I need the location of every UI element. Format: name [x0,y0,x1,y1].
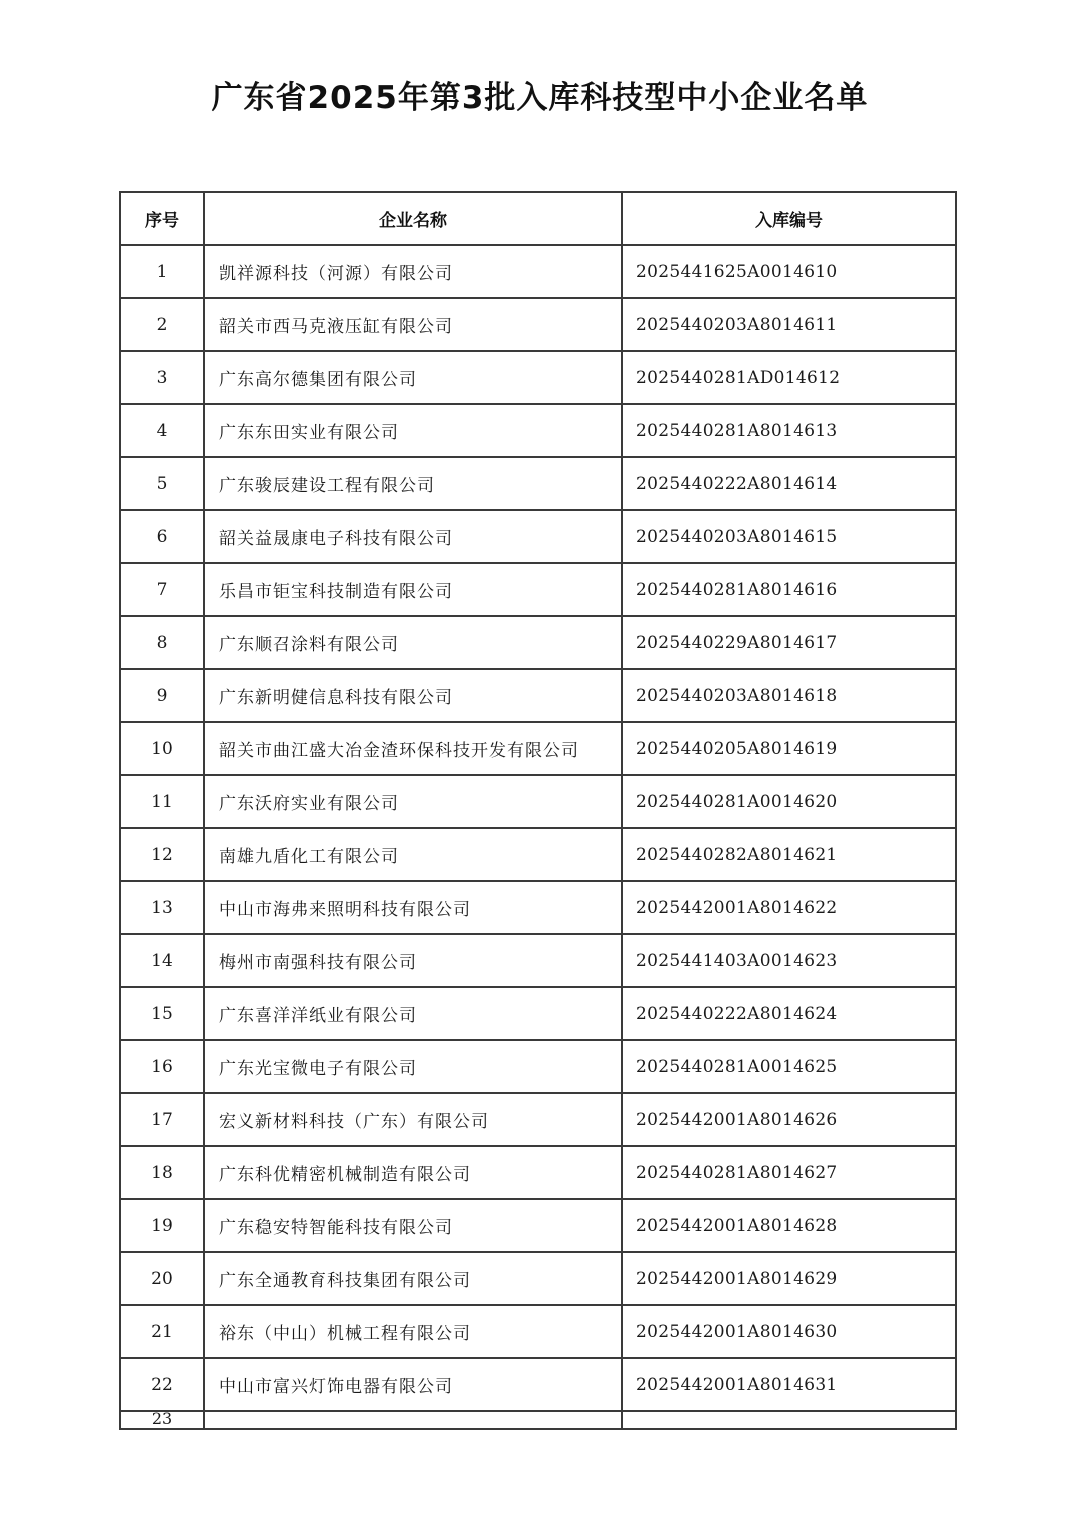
page-title: 广东省2025年第3批入库科技型中小企业名单 [211,80,869,116]
serial-number-cell: 15 [120,987,204,1040]
registration-code-cell: 2025440222A8014624 [622,987,956,1040]
company-name-cell: 裕东（中山）机械工程有限公司 [204,1305,622,1358]
table-row [120,1305,956,1358]
registration-code-cell: 2025442001A8014628 [622,1199,956,1252]
table-row [120,616,956,669]
company-name-cell: 广东科优精密机械制造有限公司 [204,1146,622,1199]
registration-code-cell: 2025440281A0014620 [622,775,956,828]
table-row-partial [120,1411,956,1429]
company-name-cell: 乐昌市钜宝科技制造有限公司 [204,563,622,616]
company-name-cell: 广东沃府实业有限公司 [204,775,622,828]
registration-code-cell: 2025442001A8014629 [622,1252,956,1305]
table-row [120,1040,956,1093]
registration-code-cell: 2025441625A0014610 [622,245,956,298]
header-registration-code: 入库编号 [622,192,956,245]
serial-number-cell: 3 [120,351,204,404]
registration-code-cell [622,1411,956,1429]
table-row [120,881,956,934]
company-name-cell: 凯祥源科技（河源）有限公司 [204,245,622,298]
table-row [120,245,956,298]
company-name-cell: 宏义新材料科技（广东）有限公司 [204,1093,622,1146]
registration-code-cell: 2025442001A8014622 [622,881,956,934]
serial-number-cell: 7 [120,563,204,616]
registration-code-cell: 2025440203A8014615 [622,510,956,563]
serial-number-cell: 6 [120,510,204,563]
serial-number-cell: 21 [120,1305,204,1358]
serial-number-cell: 20 [120,1252,204,1305]
table-row [120,457,956,510]
table-header-row [120,192,956,245]
serial-number-cell: 11 [120,775,204,828]
registration-code-cell: 2025440203A8014611 [622,298,956,351]
serial-number-cell: 9 [120,669,204,722]
registration-code-cell: 2025440281AD014612 [622,351,956,404]
header-serial-number: 序号 [120,192,204,245]
company-name-cell: 中山市海弗来照明科技有限公司 [204,881,622,934]
table-body [120,245,956,1429]
registration-code-cell: 2025440281A0014625 [622,1040,956,1093]
registration-code-cell: 2025442001A8014626 [622,1093,956,1146]
table-row [120,828,956,881]
serial-number-cell: 10 [120,722,204,775]
serial-number-cell: 8 [120,616,204,669]
registration-code-cell: 2025442001A8014631 [622,1358,956,1411]
serial-number-cell: 13 [120,881,204,934]
company-name-cell: 韶关市曲江盛大冶金渣环保科技开发有限公司 [204,722,622,775]
company-name-cell: 广东东田实业有限公司 [204,404,622,457]
registration-code-cell: 2025441403A0014623 [622,934,956,987]
serial-number-cell: 18 [120,1146,204,1199]
header-company-name: 企业名称 [204,192,622,245]
registration-code-cell: 2025440281A8014616 [622,563,956,616]
company-list-table [119,191,957,1430]
company-name-cell: 南雄九盾化工有限公司 [204,828,622,881]
company-name-cell: 广东喜洋洋纸业有限公司 [204,987,622,1040]
registration-code-cell: 2025440203A8014618 [622,669,956,722]
registration-code-cell: 2025440222A8014614 [622,457,956,510]
serial-number-cell: 19 [120,1199,204,1252]
serial-number-cell: 23 [120,1411,204,1429]
company-name-cell: 广东骏辰建设工程有限公司 [204,457,622,510]
company-name-cell: 广东稳安特智能科技有限公司 [204,1199,622,1252]
serial-number-cell: 2 [120,298,204,351]
table-row [120,1252,956,1305]
table-row [120,987,956,1040]
company-name-cell: 梅州市南强科技有限公司 [204,934,622,987]
table-row [120,722,956,775]
registration-code-cell: 2025440205A8014619 [622,722,956,775]
table-row [120,1358,956,1411]
serial-number-cell: 1 [120,245,204,298]
table-row [120,298,956,351]
serial-number-cell: 4 [120,404,204,457]
company-name-cell [204,1411,622,1429]
company-name-cell: 广东光宝微电子有限公司 [204,1040,622,1093]
serial-number-cell: 12 [120,828,204,881]
registration-code-cell: 2025440281A8014613 [622,404,956,457]
serial-number-cell: 5 [120,457,204,510]
serial-number-cell: 17 [120,1093,204,1146]
table-row [120,1093,956,1146]
table-row [120,510,956,563]
table-row [120,669,956,722]
table-row [120,934,956,987]
company-name-cell: 广东全通教育科技集团有限公司 [204,1252,622,1305]
table-row [120,404,956,457]
serial-number-cell: 16 [120,1040,204,1093]
company-name-cell: 中山市富兴灯饰电器有限公司 [204,1358,622,1411]
company-name-cell: 广东高尔德集团有限公司 [204,351,622,404]
company-name-cell: 韶关市西马克液压缸有限公司 [204,298,622,351]
table-row [120,563,956,616]
company-name-cell: 韶关益晟康电子科技有限公司 [204,510,622,563]
registration-code-cell: 2025442001A8014630 [622,1305,956,1358]
registration-code-cell: 2025440281A8014627 [622,1146,956,1199]
table-row [120,1146,956,1199]
serial-number-cell: 14 [120,934,204,987]
table-row [120,775,956,828]
company-name-cell: 广东顺召涂料有限公司 [204,616,622,669]
registration-code-cell: 2025440229A8014617 [622,616,956,669]
company-name-cell: 广东新明健信息科技有限公司 [204,669,622,722]
table-row [120,1199,956,1252]
serial-number-cell: 22 [120,1358,204,1411]
registration-code-cell: 2025440282A8014621 [622,828,956,881]
table-row [120,351,956,404]
